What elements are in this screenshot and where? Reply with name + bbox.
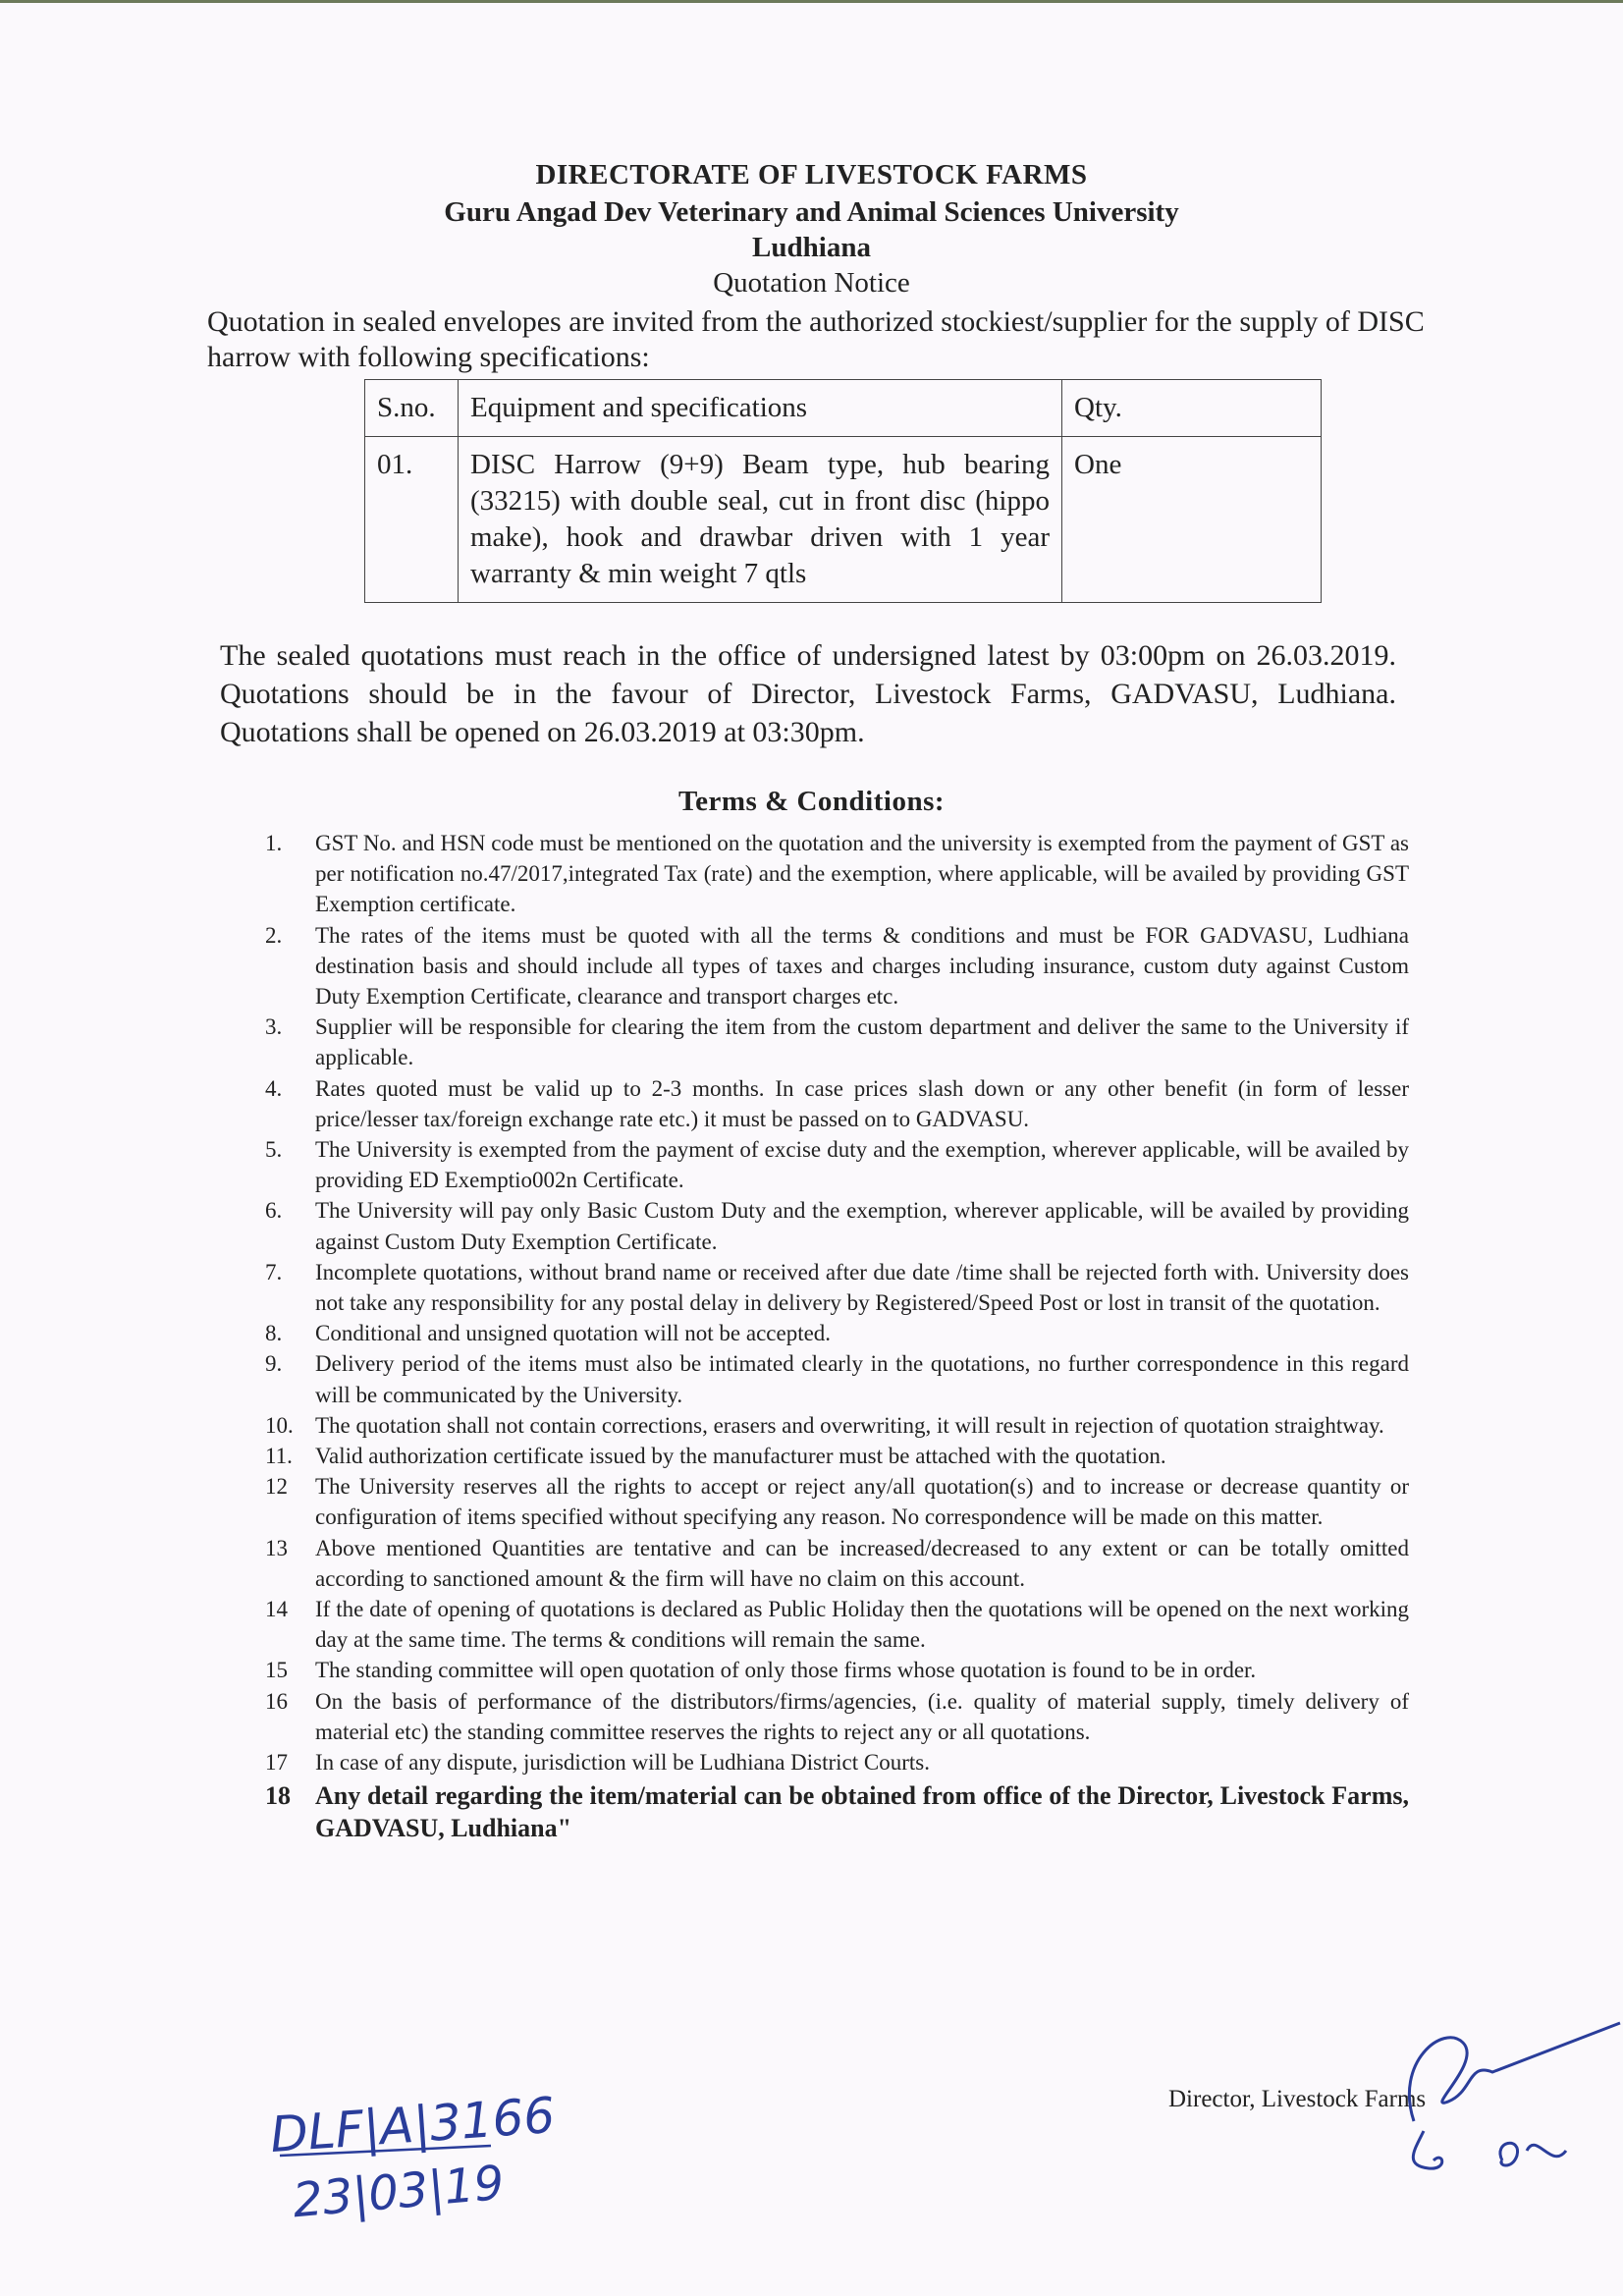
terms-title: Terms & Conditions: — [677, 786, 946, 817]
header-city: Ludhiana — [752, 232, 871, 263]
term-item — [265, 1686, 1409, 1747]
term-number: 3. — [265, 1014, 283, 1040]
term-number: 18 — [265, 1781, 291, 1811]
term-text: The standing committee will open quotation of only those firms whose quotation is found to be in order. — [315, 1658, 1257, 1683]
cell-qty: One — [1062, 437, 1322, 603]
term-item — [265, 1779, 1409, 1844]
term-number: 13 — [265, 1535, 288, 1560]
term-text: Conditional and unsigned quotation will not be accepted. — [315, 1321, 832, 1346]
handwritten-ref: DLF|A|3166 — [268, 2086, 557, 2164]
term-text: Above mentioned Quantities are tentative and can be increased/decreased to any extent or can be totally omitted according to sanctioned amount & the firm will have no claim on this account. — [315, 1535, 1409, 1591]
handwritten-underline — [275, 2141, 501, 2160]
term-text: The University reserves all the rights to accept or reject any/all quotation(s) and to increase or decrease quantity or configuration of items specified without specifying any reason. No correspondence will be made on this matter. — [315, 1474, 1409, 1530]
cell-spec: DISC Harrow (9+9) Beam type, hub bearing (33215) with double seal, cut in front disc (hippo make), hook and drawbar driven with 1 year warranty & min weight 7 qtls — [459, 437, 1062, 603]
term-item — [265, 1348, 1409, 1409]
term-text: GST No. and HSN code must be mentioned on the quotation and the university is exempted from the payment of GST as per notification no.47/2017,integrated Tax (rate) and the exemption, where applicable, will be availed by providing GST Exemption certificate. — [315, 831, 1409, 917]
notice-type: Quotation Notice — [713, 267, 910, 299]
cell-sno: 01. — [365, 437, 459, 603]
term-text: If the date of opening of quotations is declared as Public Holiday then the quotations will be opened on the next working day at the same time. The terms & conditions will remain the same. — [315, 1597, 1409, 1653]
header-equipment: Equipment and specifications — [459, 380, 1062, 437]
spec-table — [364, 379, 1322, 603]
header-qty: Qty. — [1062, 380, 1322, 437]
term-number: 8. — [265, 1321, 283, 1346]
header-university: Guru Angad Dev Veterinary and Animal Sciences University — [444, 196, 1179, 228]
term-text: The University is exempted from the payment of excise duty and the exemption, wherever applicable, will be availed by providing ED Exemptio002n Certificate. — [315, 1137, 1409, 1193]
term-text: The rates of the items must be quoted with all the terms & conditions and must be FOR GADVASU, Ludhiana destination basis and should include all types of taxes and charges including insurance, custom duty against Custom Duty Exemption Certificate, clearance and transport charges etc. — [315, 922, 1409, 1010]
signatory: Director, Livestock Farms — [1168, 2086, 1427, 2112]
term-text: On the basis of performance of the distributors/firms/agencies, (i.e. quality of material supply, timely delivery of material etc) the standing committee reserves the rights to reject any or all quotations. — [315, 1688, 1409, 1744]
term-item — [265, 1747, 1409, 1777]
term-number: 7. — [265, 1259, 283, 1285]
deadline-paragraph: The sealed quotations must reach in the office of undersigned latest by 03:00pm on 26.03.2019. Quotations should be in the favour of Director, Livestock Farms, GADVASU, Ludhiana. Quotations shall be opened on 26.03.2019 at 03:30pm. — [220, 639, 1396, 748]
term-number: 1. — [265, 831, 283, 855]
term-number: 5. — [265, 1137, 283, 1163]
terms-list — [265, 828, 1409, 1844]
term-item — [265, 1011, 1409, 1072]
header-sno: S.no. — [365, 380, 459, 437]
term-number: 10. — [265, 1412, 294, 1438]
term-item — [265, 920, 1409, 1012]
term-text: The University will pay only Basic Custom Duty and the exemption, wherever applicable, will be availed by providing against Custom Duty Exemption Certificate. — [315, 1198, 1409, 1254]
term-text: Incomplete quotations, without brand name or received after due date /time shall be rejected forth with. University does not take any responsibility for any postal delay in delivery by Registered/Speed Post or lost in transit of the quotation. — [315, 1259, 1409, 1316]
term-item — [265, 828, 1409, 920]
term-number: 9. — [265, 1351, 283, 1377]
term-item — [265, 1073, 1409, 1134]
term-item — [265, 1471, 1409, 1532]
header-org: DIRECTORATE OF LIVESTOCK FARMS — [535, 159, 1088, 191]
term-text: Supplier will be responsible for clearing the item from the custom department and deliver the same to the University if applicable. — [315, 1014, 1409, 1070]
term-text: Rates quoted must be valid up to 2-3 months. In case prices slash down or any other benefit (in form of lesser price/lesser tax/foreign exchange rate etc.) it must be passed on to GADVASU. — [315, 1075, 1409, 1131]
table-row — [365, 437, 1322, 603]
scan-edge-line — [0, 0, 1623, 3]
term-number: 14 — [265, 1597, 288, 1622]
intro-paragraph: Quotation in sealed envelopes are invited from the authorized stockiest/supplier for the supply of DISC harrow with following specifications: — [207, 305, 1425, 373]
term-text: The quotation shall not contain corrections, erasers and overwriting, it will result in rejection of quotation straightway. — [315, 1412, 1384, 1438]
term-item — [265, 1533, 1409, 1594]
term-number: 16 — [265, 1688, 288, 1714]
term-number: 11. — [265, 1444, 293, 1469]
term-number: 12 — [265, 1474, 288, 1500]
term-item — [265, 1655, 1409, 1685]
term-item — [265, 1594, 1409, 1655]
term-item — [265, 1410, 1409, 1441]
term-number: 2. — [265, 922, 283, 948]
term-number: 4. — [265, 1075, 283, 1101]
term-number: 17 — [265, 1750, 288, 1776]
term-item — [265, 1441, 1409, 1471]
handwritten-date: 23|03|19 — [290, 2155, 507, 2229]
term-item — [265, 1257, 1409, 1318]
term-text: Valid authorization certificate issued by the manufacturer must be attached with the quotation. — [315, 1444, 1166, 1469]
term-text: Delivery period of the items must also be intimated clearly in the quotations, no further correspondence in this regard will be communicated by the University. — [315, 1351, 1409, 1407]
term-item — [265, 1195, 1409, 1256]
term-number: 6. — [265, 1198, 283, 1224]
term-number: 15 — [265, 1658, 288, 1683]
term-item — [265, 1134, 1409, 1195]
term-item — [265, 1318, 1409, 1348]
table-header-row — [365, 380, 1322, 437]
signature-mark — [1355, 2003, 1623, 2180]
term-text: Any detail regarding the item/material can be obtained from office of the Director, Livestock Farms, GADVASU, Ludhiana" — [315, 1781, 1409, 1843]
term-text: In case of any dispute, jurisdiction will be Ludhiana District Courts. — [315, 1750, 930, 1776]
